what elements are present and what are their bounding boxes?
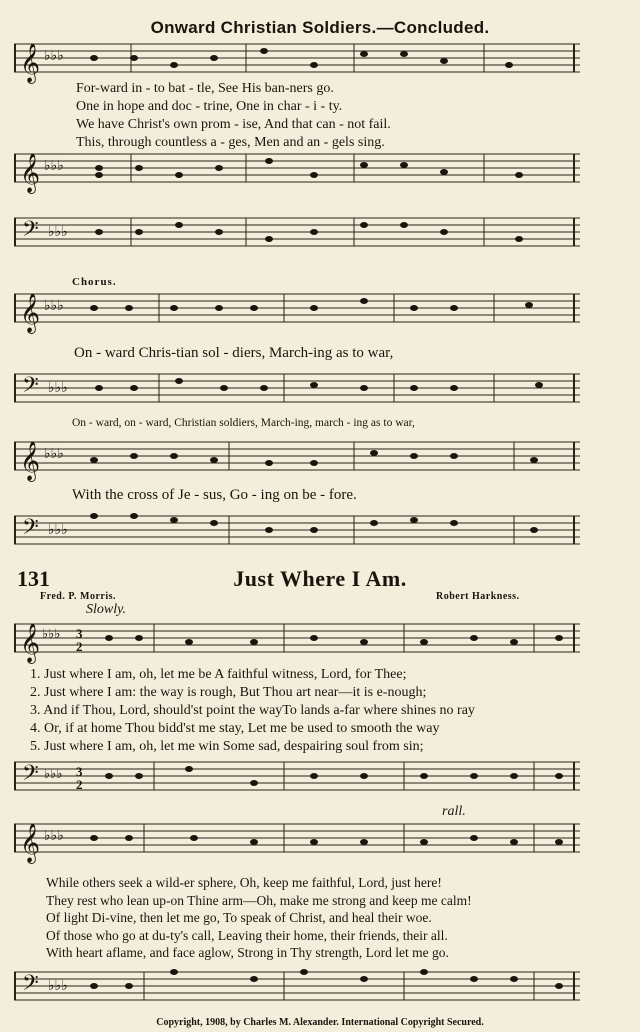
lyric-line: One in hope and doc - trine, One in char - i - ty. (76, 99, 343, 114)
flat-icon: ♭♭♭ (48, 225, 68, 240)
lyric-line: They rest who lean up-on Thine arm—Oh, make me strong and keep me calm! (46, 892, 472, 908)
music-staff (14, 148, 580, 198)
flat-icon: ♭♭♭ (44, 829, 64, 844)
verse-lyrics (46, 874, 472, 962)
lyric-line: Of those who go at du-ty's call, Leaving their home, their friends, their all. (46, 927, 448, 943)
lyric-line: On - ward, on - ward, Christian soldiers, March-ing, march - ing as to war, (72, 417, 415, 429)
svg-text:2: 2 (76, 639, 83, 654)
lyric-line: Of light Di-vine, then let me go, To speak of Christ, and heal their woe. (46, 910, 432, 925)
music-staff (14, 818, 580, 868)
chorus-bass-lyrics (72, 414, 415, 432)
tempo-marking: Slowly. (86, 602, 127, 617)
lyric-line: With heart aflame, and face aglow, Strong in Thy strength, Lord let me go. (46, 945, 449, 960)
music-staff (14, 436, 580, 484)
flat-icon: ♭♭♭ (44, 766, 63, 781)
chorus-lyrics (72, 486, 357, 504)
bass-clef-icon: 𝄢 (22, 373, 39, 402)
verse-lyrics (30, 666, 475, 756)
flat-icon: ♭♭♭ (42, 626, 61, 641)
lyric-line: With the cross of Je - sus, Go - ing on be - fore. (72, 487, 357, 503)
music-staff (14, 368, 580, 412)
svg-text:3: 3 (76, 626, 83, 641)
lyric-line: We have Christ's own prom - ise, And that can - not fail. (76, 117, 391, 132)
music-staff (14, 508, 580, 556)
bass-clef-icon: 𝄢 (22, 515, 39, 544)
music-staff (14, 618, 580, 666)
verse-lyrics (76, 80, 391, 152)
lyric-line: On - ward Chris-tian sol - diers, March-ing as to war, (74, 345, 394, 361)
composer-credit: Robert Harkness. (436, 591, 520, 602)
music-staff (14, 210, 580, 260)
author-credit: Fred. P. Morris. (40, 591, 117, 602)
hymn-title: Just Where I Am. (233, 566, 407, 591)
music-staff (14, 756, 580, 802)
chorus-lyrics (74, 344, 393, 362)
bass-clef-icon: 𝄢 (22, 761, 39, 790)
treble-clef-icon: 𝄞 (20, 295, 41, 332)
lyric-line: 1. Just where I am, oh, let me be A faithful witness, Lord, for Thee; (30, 667, 407, 682)
svg-text:3: 3 (76, 764, 83, 779)
copyright-notice: Copyright, 1908, by Charles M. Alexander. International Copyright Secured. (156, 1017, 484, 1028)
hymn-number: 131 (17, 566, 50, 591)
treble-clef-icon: 𝄞 (20, 45, 41, 82)
lyric-line: For-ward in - to bat - tle, See His ban-ners go. (76, 81, 334, 96)
rall-marking: rall. (442, 804, 466, 819)
music-staff (14, 36, 580, 84)
music-staff (14, 966, 580, 1012)
svg-text:2: 2 (76, 777, 83, 792)
flat-icon: ♭♭♭ (44, 49, 64, 64)
flat-icon: ♭♭♭ (44, 299, 64, 314)
flat-icon: ♭♭♭ (48, 381, 68, 396)
lyric-line: 4. Or, if at home Thou bidd'st me stay, Let me be used to smooth the way (30, 721, 440, 736)
section-title: Onward Christian Soldiers.—Concluded. (150, 18, 490, 37)
chorus-label: Chorus. (72, 276, 117, 288)
treble-clef-icon: 𝄞 (20, 155, 41, 192)
lyric-line: This, through countless a - ges, Men and an - gels sing. (76, 135, 385, 150)
treble-clef-icon: 𝄞 (20, 825, 41, 862)
flat-icon: ♭♭♭ (44, 159, 64, 174)
lyric-line: 2. Just where I am: the way is rough, But Thou art near—it is e-nough; (30, 685, 427, 700)
bass-clef-icon: 𝄢 (22, 217, 39, 246)
treble-clef-icon: 𝄞 (20, 625, 41, 662)
bass-clef-icon: 𝄢 (22, 971, 39, 1000)
flat-icon: ♭♭♭ (48, 523, 68, 538)
flat-icon: ♭♭♭ (44, 447, 64, 462)
lyric-line: While others seek a wild-er sphere, Oh, keep me faithful, Lord, just here! (46, 875, 442, 890)
flat-icon: ♭♭♭ (48, 979, 68, 994)
treble-clef-icon: 𝄞 (20, 443, 41, 480)
lyric-line: 5. Just where I am, oh, let me win Some sad, despairing soul from sin; (30, 739, 424, 754)
music-staff (14, 288, 580, 336)
lyric-line: 3. And if Thou, Lord, should'st point the wayTo lands a-far where shines no ray (30, 703, 475, 718)
